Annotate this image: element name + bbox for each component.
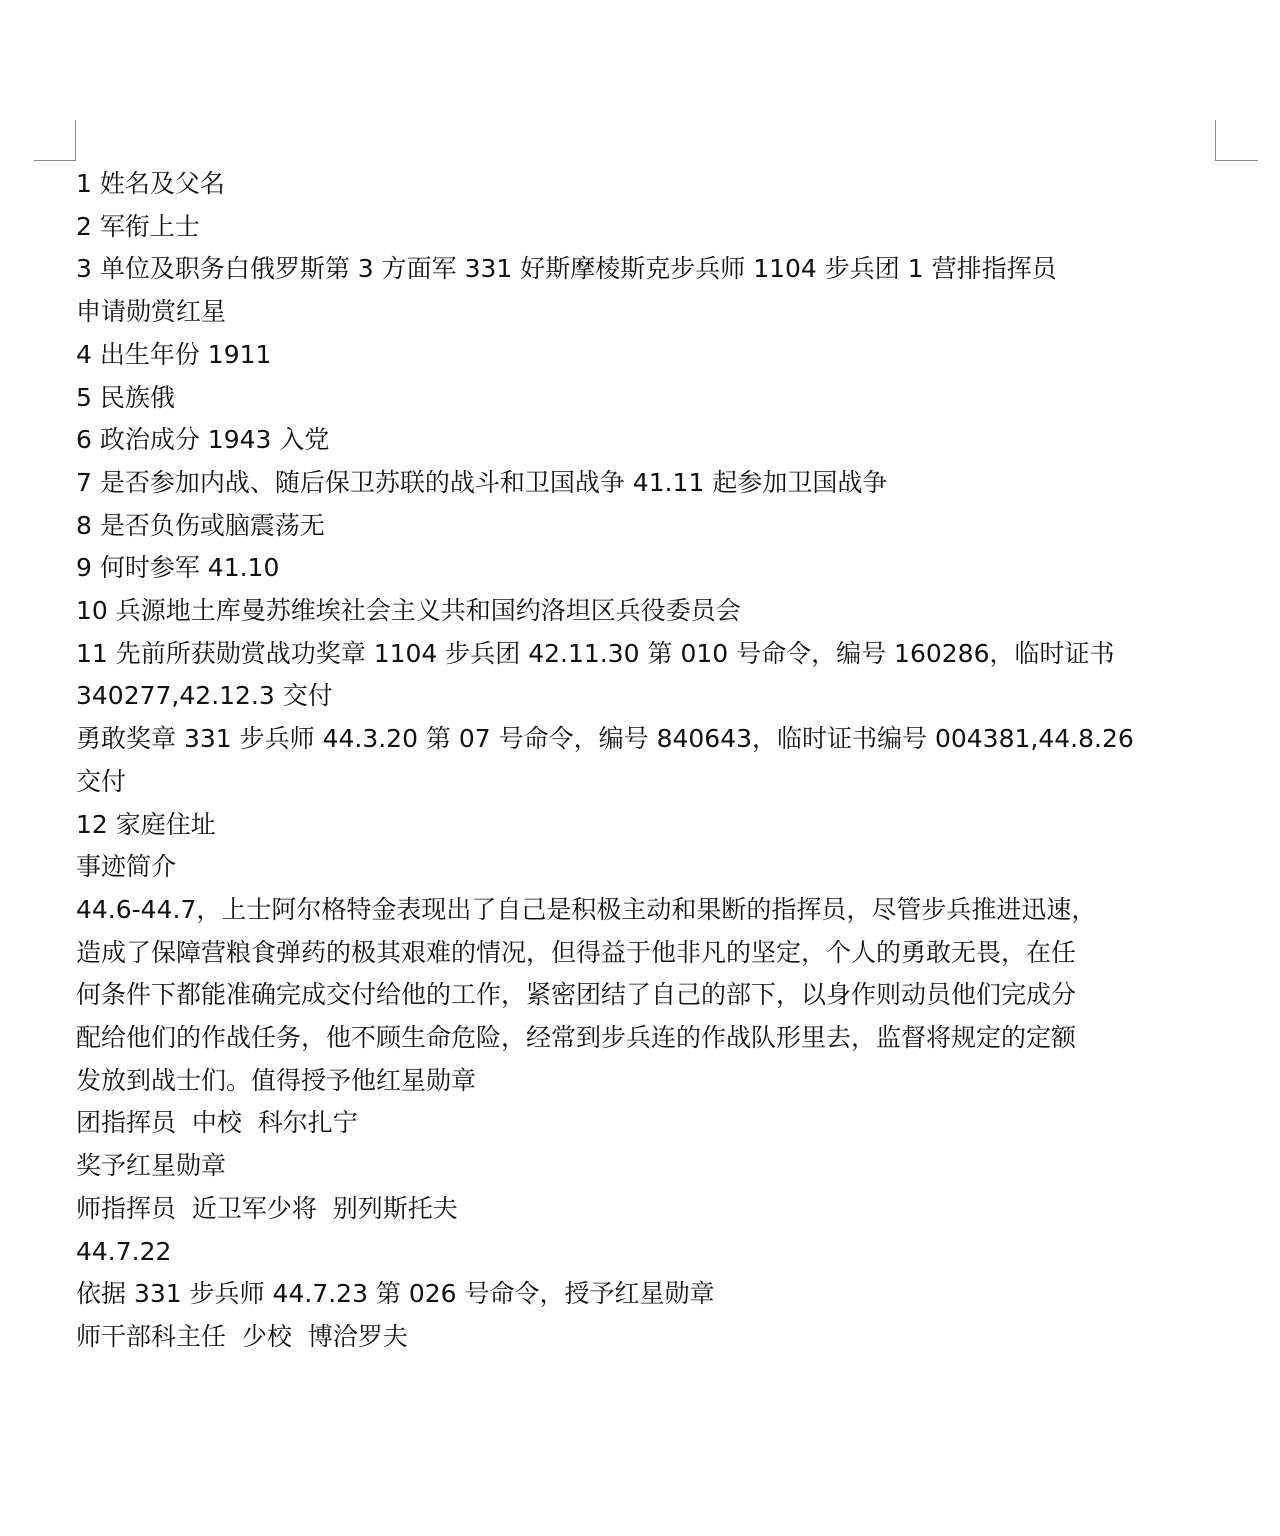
field-nationality: 5 民族俄 — [76, 382, 175, 412]
crop-mark-top-left-vertical — [75, 120, 76, 161]
crop-mark-top-right-vertical — [1215, 120, 1216, 161]
field-enlistment: 9 何时参军 41.10 — [76, 553, 280, 583]
field-war-participation: 7 是否参加内战、随后保卫苏联的战斗和卫国战争 41.11 起参加卫国战争 — [76, 467, 888, 497]
summary-line-5: 发放到战士们。值得授予他红星勋章 — [76, 1065, 477, 1095]
field-bravery-medal-line2: 交付 — [76, 766, 127, 796]
summary-line-1: 44.6-44.7，上士阿尔格特金表现出了自己是积极主动和果断的指挥员，尽管步兵推进迅速， — [76, 894, 1097, 924]
signature-regiment-commander: 团指挥员 中校 科尔扎宁 — [76, 1108, 358, 1138]
award-order: 依据 331 步兵师 44.7.23 第 026 号命令，授予红星勋章 — [76, 1279, 715, 1309]
summary-line-2: 造成了保障营粮食弹药的极其艰难的情况，但得益于他非凡的坚定，个人的勇敢无畏，在任 — [76, 937, 1077, 967]
field-birth-year: 4 出生年份 1911 — [76, 339, 272, 369]
crop-mark-top-right-horizontal — [1216, 160, 1258, 161]
field-bravery-medal-line1: 勇敢奖章 331 步兵师 44.3.20 第 07 号命令，编号 840643，临时证书编号 004381,44.8.26 — [76, 724, 1134, 754]
field-rank: 2 军衔上士 — [76, 211, 200, 241]
summary-heading: 事迹简介 — [76, 852, 177, 882]
field-home-address: 12 家庭住址 — [76, 809, 216, 839]
field-party: 6 政治成分 1943 入党 — [76, 425, 330, 455]
field-name: 1 姓名及父名 — [76, 169, 225, 198]
award-decision: 奖予红星勋章 — [76, 1151, 227, 1181]
signature-date: 44.7.22 — [76, 1236, 172, 1266]
signature-division-commander: 师指挥员 近卫军少将 别列斯托夫 — [76, 1193, 458, 1223]
signature-cadre-chief: 师干部科主任 少校 博洽罗夫 — [76, 1321, 408, 1351]
field-prior-awards-line1: 11 先前所获勋赏战功奖章 1104 步兵团 42.11.30 第 010 号命令，编号 160286，临时证书 — [76, 638, 1115, 668]
summary-line-4: 配给他们的作战任务，他不顾生命危险，经常到步兵连的作战队形里去，监督将规定的定额 — [76, 1023, 1077, 1053]
field-unit-position: 3 单位及职务白俄罗斯第 3 方面军 331 好斯摩棱斯克步兵师 1104 步兵团 1 营排指挥员 — [76, 254, 1057, 284]
field-requested-award: 申请勋赏红星 — [76, 297, 227, 327]
field-wounds: 8 是否负伤或脑震荡无 — [76, 510, 325, 540]
crop-mark-top-left-horizontal — [34, 160, 76, 161]
summary-line-3: 何条件下都能准确完成交付给他的工作，紧密团结了自己的部下，以身作则动员他们完成分 — [76, 980, 1077, 1010]
field-prior-awards-line2: 340277,42.12.3 交付 — [76, 681, 333, 711]
field-draft-office: 10 兵源地土库曼苏维埃社会主义共和国约洛坦区兵役委员会 — [76, 596, 741, 626]
document-body — [76, 163, 1218, 1359]
